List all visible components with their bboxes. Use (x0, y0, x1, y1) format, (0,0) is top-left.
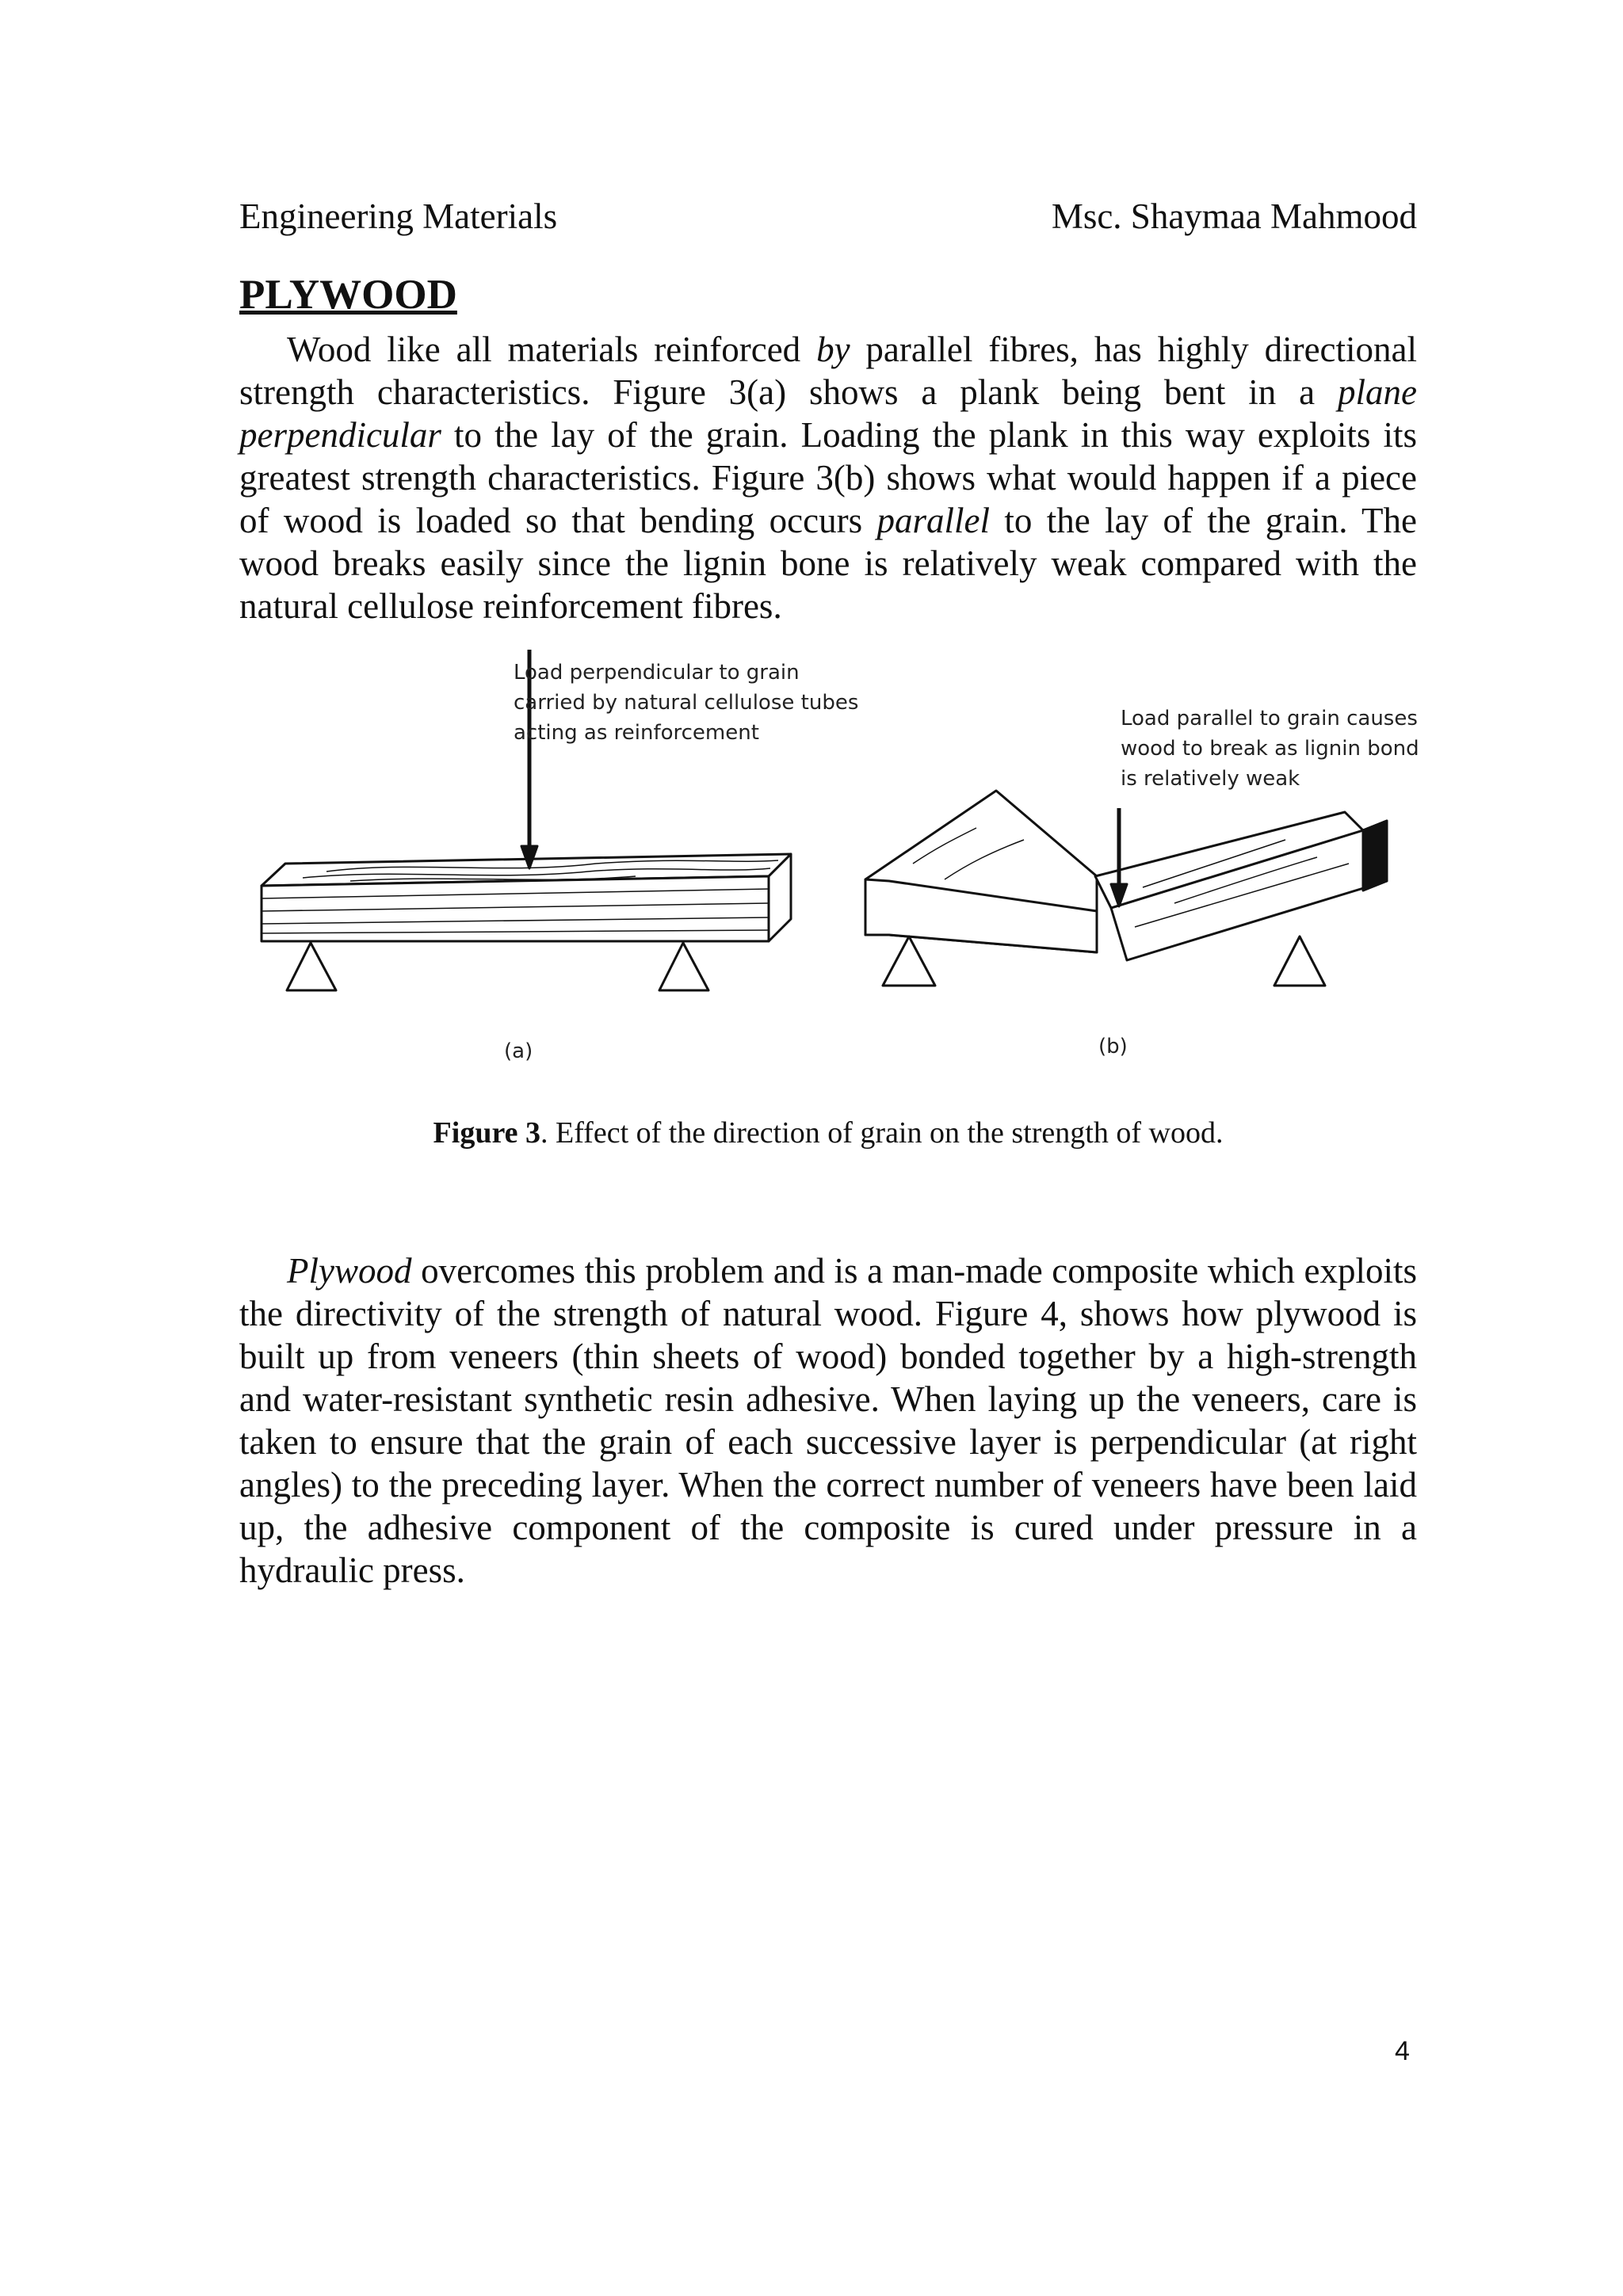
label-b-line: is relatively weak (1121, 767, 1300, 791)
header-course-title: Engineering Materials (239, 196, 558, 236)
text-run: to the lay of the grain. Loading the plank in this way exploits its greatest strength characteristics. Figure 3(b) shows what would happen if a piece of wood is loaded so that bending occurs (239, 415, 1417, 540)
caption-figure-number: Figure 3 (433, 1116, 540, 1150)
support-b-left (883, 936, 935, 986)
plank-b-dark-end (1363, 821, 1387, 891)
label-a-line: Load perpendicular to grain (514, 661, 800, 685)
subfigure-label-b: (b) (1098, 1035, 1128, 1058)
text-run: overcomes this problem and is a man-made composite which exploits the directivity of the strength of natural wood. Figure 4, shows how plywood is built up from veneers (thin sheets of wood) bonded together by a high-strength and water-resistant synthetic resin adhesive. When laying up the veneers, care is taken to ensure that the grain of each successive layer is perpendicular (at right angles) to the preceding layer. When the correct number of veneers have been laid up, the adhesive component of the composite is cured under pressure in a hydraulic press. (239, 1251, 1417, 1590)
header-author: Msc. Shaymaa Mahmood (1051, 196, 1417, 236)
page-header (239, 195, 1417, 238)
text-run: to the lay of the grain. The wood breaks easily since the lignin bone is relatively weak compared with the natural cellulose reinforcement fibres. (239, 501, 1417, 626)
subfigure-label-a: (a) (504, 1039, 533, 1063)
support-b-right (1274, 936, 1325, 986)
paragraph-intro (239, 328, 1417, 627)
text-run: Wood like all materials reinforced (287, 330, 817, 369)
label-b-line: wood to break as lignin bond (1121, 737, 1419, 761)
caption-text: . Effect of the direction of grain on the strength of wood. (540, 1116, 1224, 1150)
paragraph-plywood (239, 1249, 1417, 1592)
label-b (1121, 704, 1419, 794)
paragraph-plywood-text (239, 1249, 1417, 1592)
emphasis-plane-perpendicular: plane perpendicular (239, 372, 1417, 455)
label-b-line: Load parallel to grain causes (1121, 707, 1418, 730)
label-a (514, 658, 858, 748)
figure-3 (239, 650, 1417, 1077)
section-title: PLYWOOD (239, 272, 457, 318)
support-a-right (659, 943, 708, 990)
emphasis-by: by (816, 330, 850, 369)
page-number: 4 (1395, 2036, 1410, 2066)
label-a-line: acting as reinforcement (514, 721, 759, 745)
text-run: parallel fibres, has highly directional strength characteristics. Figure 3(a) shows a plank being bent in a (239, 330, 1417, 412)
figure-caption (239, 1114, 1417, 1152)
label-a-line: carried by natural cellulose tubes (514, 691, 859, 715)
emphasis-plywood: Plywood (287, 1251, 412, 1291)
paragraph-intro-text (239, 328, 1417, 627)
emphasis-parallel: parallel (876, 501, 990, 540)
support-a-left (287, 943, 336, 990)
